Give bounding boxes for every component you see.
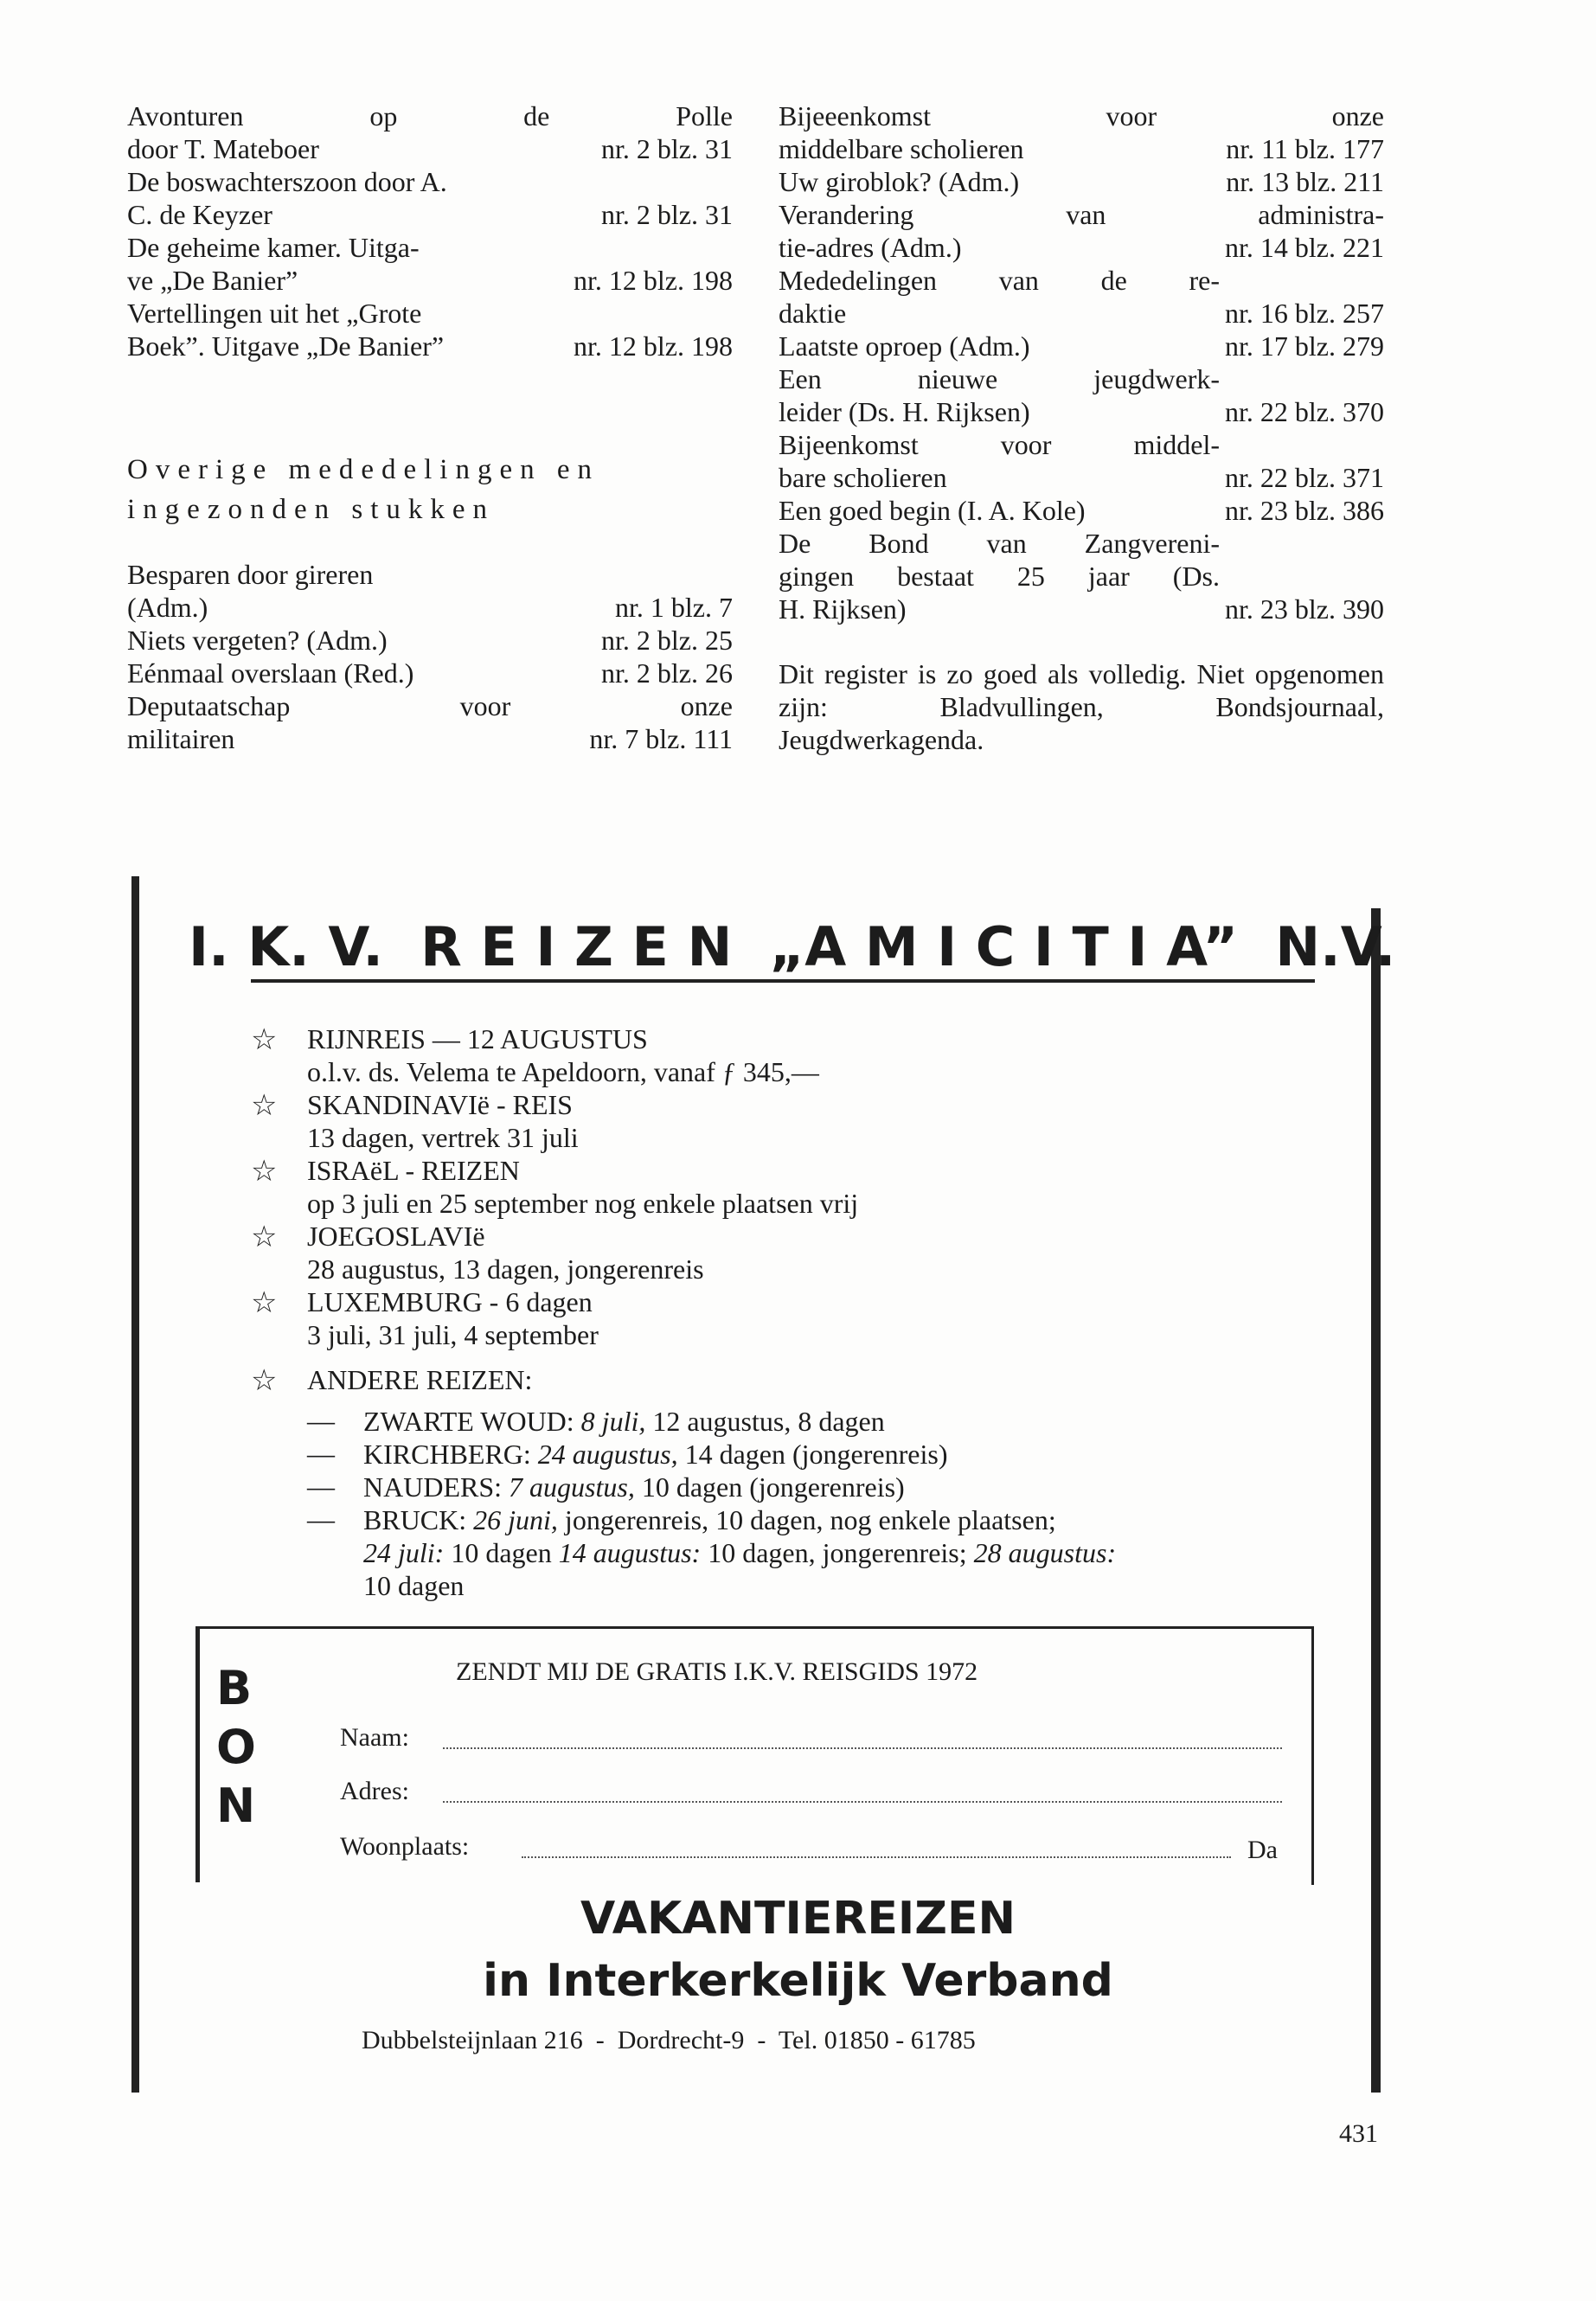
entry-text: militairen (127, 723, 235, 754)
divider (251, 979, 1315, 983)
heading-line: ingezonden stukken (127, 494, 496, 525)
entry-ref: nr. 7 blz. 111 (589, 723, 733, 754)
list-item (127, 99, 733, 132)
list-item (779, 527, 1384, 560)
left-register-column-2 (127, 558, 733, 755)
entry-text: Vertellingen uit het „Grote (127, 298, 422, 329)
entry-ref: nr. 1 blz. 7 (615, 592, 733, 623)
trip-place: ZWARTE WOUD: (363, 1406, 574, 1437)
dash: — (307, 1438, 335, 1469)
list-item (127, 297, 733, 330)
star-icon: ☆ (251, 1156, 278, 1188)
trip-detail: o.l.v. ds. Velema te Apeldoorn, vanaf ƒ 345,— (307, 1056, 819, 1087)
entry-ref: nr. 12 blz. 198 (574, 265, 733, 296)
entry-text: De Bond van Zangvereni- (779, 528, 1220, 559)
list-item (779, 362, 1384, 395)
list-item (779, 330, 1384, 362)
coupon-letter: O (216, 1720, 256, 1774)
city-label: Woonplaats: (340, 1832, 470, 1861)
trip-place: NAUDERS: (363, 1471, 503, 1503)
entry-ref: nr. 12 blz. 198 (574, 330, 733, 362)
list-item (779, 461, 1384, 494)
entry-ref: nr. 2 blz. 26 (601, 657, 733, 689)
address-label: Adres: (340, 1777, 409, 1805)
trip-place: BRUCK: (363, 1504, 467, 1535)
name-label: Naam: (340, 1723, 409, 1752)
list-item (363, 1438, 947, 1471)
address-field[interactable] (443, 1801, 1282, 1803)
left-register-column (127, 99, 733, 362)
list-item (363, 1405, 885, 1438)
entry-text: De boswachterszoon door A. (127, 166, 447, 197)
entry-text: Boek”. Uitgave „De Banier” (127, 330, 445, 362)
entry-ref: nr. 2 blz. 31 (601, 133, 733, 164)
trip-rest: 10 dagen, jongerenreis; (701, 1537, 974, 1568)
star-icon: ☆ (251, 1024, 278, 1056)
list-item (779, 231, 1384, 264)
dash: — (307, 1405, 335, 1436)
entry-text: Uw giroblok? (Adm.) (779, 166, 1020, 197)
entry-text: Bijeenkomst voor middel- (779, 429, 1220, 460)
list-item: 10 dagen (363, 1570, 465, 1601)
slogan-subtitle: in Interkerkelijk Verband (483, 1955, 1113, 2007)
entry-ref: nr. 2 blz. 31 (601, 199, 733, 230)
entry-text: Besparen door gireren (127, 559, 374, 590)
trip-date: 28 augustus: (973, 1537, 1117, 1568)
dash: — (307, 1503, 335, 1535)
entry-text: Eénmaal overslaan (Red.) (127, 657, 414, 689)
trip-rest: 14 dagen (jongerenreis) (684, 1439, 948, 1470)
trip-name: SKANDINAVIë - REIS (307, 1089, 573, 1120)
list-item (127, 132, 733, 165)
ad-title: I. K. V. R E I Z E N „A M I C I T I A” N.V. (189, 915, 1396, 978)
entry-ref: nr. 13 blz. 211 (1226, 166, 1384, 197)
list-item (363, 1471, 905, 1503)
trip-rest: 10 dagen (jongerenreis) (641, 1471, 905, 1503)
entry-text: H. Rijksen) (779, 593, 907, 625)
list-item (779, 99, 1384, 132)
entry-ref: nr. 14 blz. 221 (1225, 232, 1384, 263)
trip-detail: 28 augustus, 13 dagen, jongerenreis (307, 1253, 704, 1285)
list-item (779, 494, 1384, 527)
entry-ref: nr. 22 blz. 370 (1225, 396, 1384, 427)
list-item (127, 558, 733, 591)
dash: — (307, 1471, 335, 1502)
entry-text: middelbare scholieren (779, 133, 1024, 164)
trip-date: 26 juni, (473, 1504, 558, 1535)
entry-text: Een goed begin (I. A. Kole) (779, 495, 1086, 526)
entry-ref: nr. 22 blz. 371 (1225, 462, 1384, 493)
star-icon: ☆ (251, 1365, 278, 1397)
entry-ref: nr. 16 blz. 257 (1225, 298, 1384, 329)
trip-rest: 12 augustus, 8 dagen (652, 1406, 885, 1437)
list-item (363, 1503, 1056, 1536)
star-icon: ☆ (251, 1090, 278, 1122)
entry-text: bare scholieren (779, 462, 947, 493)
entry-text: tie-adres (Adm.) (779, 232, 962, 263)
heading-line: Overige mededelingen en (127, 454, 600, 485)
name-field[interactable] (443, 1747, 1282, 1749)
list-item (779, 165, 1384, 198)
trip-date: 24 juli: (363, 1537, 445, 1568)
trip-name: ISRAëL - REIZEN (307, 1155, 520, 1186)
city-suffix: Da (1247, 1836, 1278, 1864)
entry-text: daktie (779, 298, 847, 329)
trip-name: JOEGOSLAVIë (307, 1221, 485, 1252)
trip-date: 14 augustus: (558, 1537, 702, 1568)
list-item (127, 231, 733, 264)
trip-detail: 3 juli, 31 juli, 4 september (307, 1319, 599, 1350)
star-icon: ☆ (251, 1287, 278, 1319)
trip-detail: 13 dagen, vertrek 31 juli (307, 1122, 579, 1153)
entry-text: leider (Ds. H. Rijksen) (779, 396, 1030, 427)
section-heading (127, 450, 599, 529)
trip-name: ANDERE REIZEN: (307, 1364, 533, 1395)
entry-text: Verandering van administra- (779, 199, 1384, 230)
list-item (779, 428, 1384, 461)
entry-text: Laatste oproep (Adm.) (779, 330, 1030, 362)
list-item (363, 1536, 1116, 1569)
entry-text: ve „De Banier” (127, 265, 298, 296)
trip-rest: jongerenreis, 10 dagen, nog enkele plaatsen; (564, 1504, 1056, 1535)
entry-text: Bijeeenkomst voor onze (779, 100, 1384, 131)
trip-date: 8 juli, (580, 1406, 646, 1437)
city-field[interactable] (522, 1856, 1231, 1858)
list-item (127, 722, 733, 755)
list-item (127, 330, 733, 362)
trip-detail: op 3 juli en 25 september nog enkele plaatsen vrij (307, 1188, 859, 1219)
slogan-title: VAKANTIEREIZEN (580, 1893, 1016, 1945)
list-item (779, 395, 1384, 428)
entry-text: Niets vergeten? (Adm.) (127, 625, 388, 656)
list-item (779, 198, 1384, 231)
entry-ref: nr. 23 blz. 390 (1225, 593, 1384, 625)
entry-text: door T. Mateboer (127, 133, 319, 164)
list-item (127, 198, 733, 231)
entry-ref: nr. 23 blz. 386 (1225, 495, 1384, 526)
list-item (127, 689, 733, 722)
coupon-letter: B (216, 1661, 253, 1715)
entry-text: gingen bestaat 25 jaar (Ds. (779, 561, 1220, 592)
coupon-heading: ZENDT MIJ DE GRATIS I.K.V. REISGIDS 1972 (456, 1657, 978, 1686)
list-item (779, 297, 1384, 330)
entry-text: C. de Keyzer (127, 199, 272, 230)
list-item (779, 132, 1384, 165)
entry-ref: nr. 17 blz. 279 (1225, 330, 1384, 362)
coupon-border-left (195, 1626, 200, 1882)
trip-rest: 10 dagen (444, 1537, 559, 1568)
entry-text: Mededelingen van de re- (779, 265, 1220, 296)
coupon-letter: N (216, 1779, 256, 1833)
entry-text: De geheime kamer. Uitga- (127, 232, 420, 263)
trip-date: 24 augustus, (537, 1439, 678, 1470)
list-item (127, 624, 733, 657)
trip-name: LUXEMBURG - 6 dagen (307, 1286, 593, 1317)
star-icon: ☆ (251, 1221, 278, 1253)
entry-text: Deputaatschap voor onze (127, 690, 733, 721)
entry-text: Avonturen op de Polle (127, 100, 733, 131)
contact-address: Dubbelsteijnlaan 216 - Dordrecht-9 - Tel. 01850 - 61785 (362, 2026, 976, 2054)
trip-date: 7 augustus, (509, 1471, 635, 1503)
entry-text: Een nieuwe jeugdwerk- (779, 363, 1220, 394)
right-register-column (779, 99, 1384, 625)
list-item (127, 165, 733, 198)
entry-ref: nr. 2 blz. 25 (601, 625, 733, 656)
list-item (779, 560, 1384, 593)
list-item (127, 264, 733, 297)
entry-ref: nr. 11 blz. 177 (1226, 133, 1384, 164)
list-item (779, 593, 1384, 625)
list-item (127, 591, 733, 624)
page-number: 431 (1339, 2119, 1378, 2148)
trip-place: KIRCHBERG: (363, 1439, 531, 1470)
entry-text: (Adm.) (127, 592, 208, 623)
list-item (779, 264, 1384, 297)
register-note: Dit register is zo goed als volledig. Niet opgenomen zijn: Bladvullingen, Bondsjournaal, Jeugdwerkagenda. (779, 658, 1384, 755)
trip-name: RIJNREIS — 12 AUGUSTUS (307, 1023, 648, 1054)
list-item (127, 657, 733, 689)
